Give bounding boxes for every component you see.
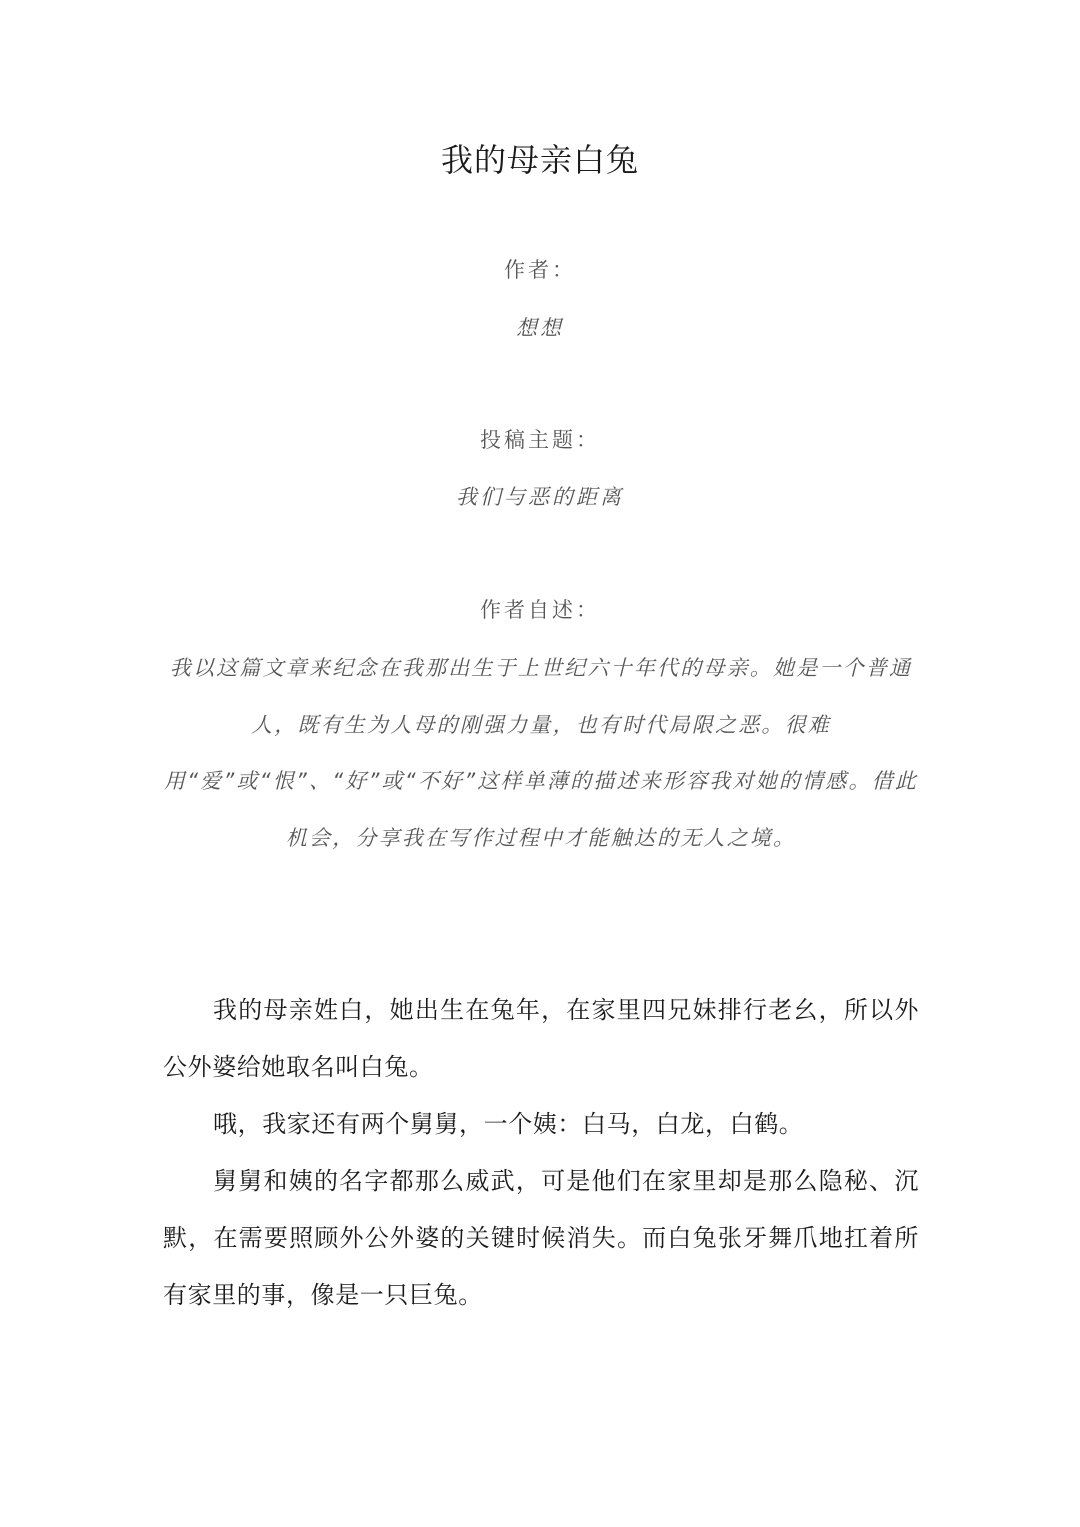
article-title: 我的母亲白兔 [440, 141, 639, 179]
topic-label: 投稿主题： [480, 428, 600, 452]
body-paragraph: 我的母亲姓白，她出生在兔年，在家里四兄妹排行老幺，所以外公外婆给她取名叫白兔。 [163, 996, 919, 1081]
author-statement-label: 作者自述： [480, 598, 600, 622]
author-name: 想想 [516, 316, 564, 340]
article-body [163, 982, 919, 1324]
author-label: 作者： [504, 258, 576, 282]
body-paragraph: 哦，我家还有两个舅舅，一个姨：白马，白龙，白鹤。 [213, 1110, 804, 1138]
topic-value: 我们与恶的距离 [456, 485, 624, 509]
author-statement-text: 我以这篇文章来纪念在我那出生于上世纪六十年代的母亲。她是一个普通人，既有生为人母的刚强力量，也有时代局限之恶。很难用“爱”或“恨”、“好”或“不好”这样单薄的描述来形容我对她的情感。借此机会，分享我在写作过程中才能触达的无人之境。 [163, 656, 919, 850]
body-paragraph: 舅舅和姨的名字都那么威武，可是他们在家里却是那么隐秘、沉默，在需要照顾外公外婆的关键时候消失。而白兔张牙舞爪地扛着所有家里的事，像是一只巨兔。 [163, 1167, 919, 1309]
